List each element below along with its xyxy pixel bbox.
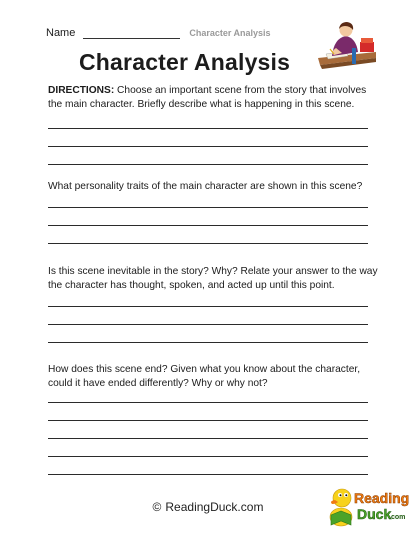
footer-site[interactable]: ReadingDuck.com	[165, 500, 264, 514]
logo-word-reading: Reading	[354, 490, 410, 506]
name-row	[46, 25, 271, 39]
logo-word-duck: Duck	[357, 506, 392, 522]
directions-prompt	[48, 84, 378, 112]
name-field[interactable]	[83, 28, 180, 39]
question-text: Is this scene inevitable in the story? Why? Relate your answer to the way the character has thought, spoken, and acted up until this point.	[48, 266, 378, 291]
question-text: How does this scene end? Given what you know about the character, could it have ended differently? Why or why not?	[48, 364, 361, 389]
question-prompt	[48, 180, 378, 194]
readingduck-logo	[327, 481, 413, 531]
answer-line[interactable]	[48, 306, 368, 307]
student-writing-illustration	[316, 18, 378, 73]
answer-line[interactable]	[48, 324, 368, 325]
answer-line[interactable]	[48, 207, 368, 208]
answer-line[interactable]	[48, 402, 368, 403]
question-prompt	[48, 265, 378, 293]
question-text: Choose an important scene from the story that involves the main character. Briefly describe what is happening in this scene.	[48, 85, 367, 110]
answer-line[interactable]	[48, 342, 368, 343]
page-title: Character Analysis	[79, 49, 291, 75]
answer-line[interactable]	[48, 474, 368, 475]
question-text: What personality traits of the main character are shown in this scene?	[48, 181, 363, 192]
logo-suffix: .com	[389, 514, 406, 521]
sheet-tag: Character Analysis	[189, 28, 271, 38]
question-prompt	[48, 363, 378, 391]
answer-line[interactable]	[48, 146, 368, 147]
answer-line[interactable]	[48, 128, 368, 129]
answer-line[interactable]	[48, 164, 368, 165]
answer-line[interactable]	[48, 225, 368, 226]
name-label: Name	[46, 27, 76, 39]
answer-line[interactable]	[48, 438, 368, 439]
copyright-symbol: ©	[152, 500, 162, 514]
answer-line[interactable]	[48, 456, 368, 457]
answer-line[interactable]	[48, 243, 368, 244]
directions-lead: DIRECTIONS:	[48, 85, 115, 96]
answer-line[interactable]	[48, 420, 368, 421]
